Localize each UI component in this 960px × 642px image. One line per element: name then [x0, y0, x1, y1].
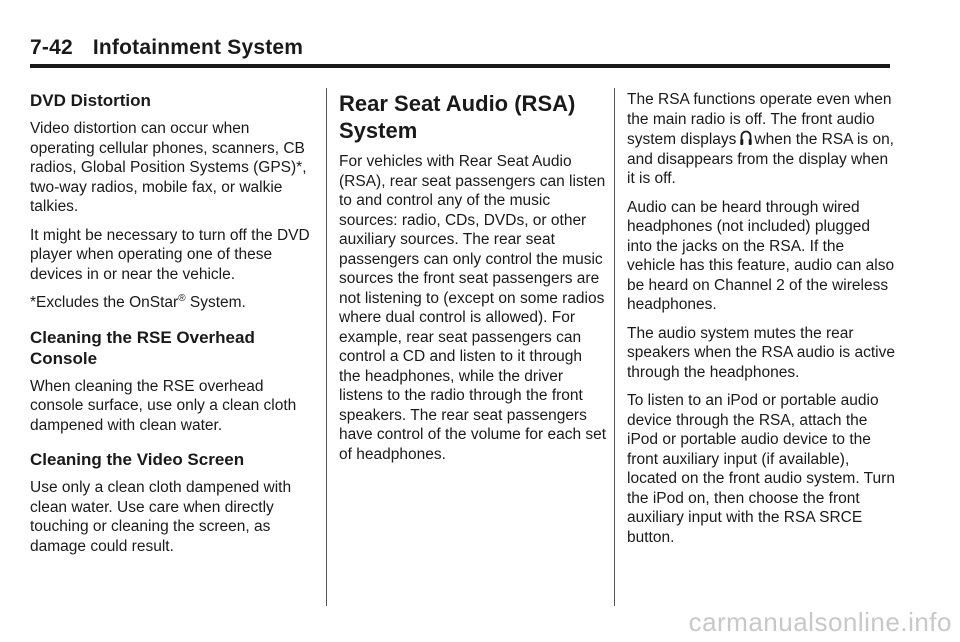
paragraph: For vehicles with Rear Seat Audio (RSA), rear seat passengers can listen to and control any of the music sources: radio, CDs, DVDs, or other auxiliary sources. The rear seat passengers can only control the music sources the front seat passengers are not listening to (except on some radios where dual control is allowed). For example, rear seat passengers can control a CD and listen to it through the headphones, while the driver listens to the radio through the front speakers. The rear seat passengers have control of the volume for each set of headphones.	[339, 153, 607, 463]
heading-dvd-distortion: DVD Distortion	[30, 91, 151, 110]
paragraph: To listen to an iPod or portable audio device through the RSA, attach the iPod or portable audio device to the front auxiliary input (if available), located on the front audio system. Turn the iPod on, then choose the front auxiliary input with the RSA SRCE button.	[627, 392, 895, 546]
footnote-text: System.	[185, 294, 246, 311]
column-middle	[339, 90, 607, 473]
paragraph-text: The RSA functions operate even when the main radio is off. The front audio system displays	[627, 91, 892, 148]
column-right	[627, 90, 895, 556]
paragraph: Use only a clean cloth dampened with clean water. Use care when directly touching or cleaning the screen, as damage could result.	[30, 479, 292, 555]
paragraph: Video distortion can occur when operating cellular phones, scanners, CB radios, Global Position Systems (GPS)*, two-way radios, mobile fax, or walkie talkies.	[30, 120, 307, 215]
paragraph: The audio system mutes the rear speakers when the RSA audio is active through the headphones.	[627, 324, 895, 381]
heading-cleaning-screen: Cleaning the Video Screen	[30, 450, 245, 469]
header-rule	[30, 64, 890, 68]
heading-rsa-system: Rear Seat Audio (RSA) System	[339, 91, 576, 143]
paragraph: Audio can be heard through wired headphones (not included) plugged into the jacks on the RSA. If the vehicle has this feature, audio can also be heard on Channel 2 of the wireless headphones.	[627, 198, 895, 313]
headphones-icon	[740, 129, 752, 147]
watermark: carmanualsonline.info	[688, 607, 952, 637]
section-title: Infotainment System	[92, 36, 304, 59]
paragraph	[627, 90, 895, 189]
paragraph: When cleaning the RSE overhead console surface, use only a clean cloth dampened with clean water.	[30, 377, 297, 434]
registered-mark: ®	[178, 292, 186, 304]
footnote	[30, 293, 315, 313]
page-header	[30, 36, 890, 60]
paragraph: It might be necessary to turn off the DVD player when operating one of these devices in or near the vehicle.	[30, 226, 310, 283]
paragraph-text: when the RSA is on, and disappears from the display when it is off.	[627, 131, 894, 187]
footnote-text: *Excludes the OnStar	[30, 294, 179, 311]
column-left	[30, 90, 315, 565]
column-divider	[614, 88, 615, 606]
column-divider	[326, 88, 327, 606]
heading-cleaning-console: Cleaning the RSE Overhead Console	[30, 327, 255, 368]
page-number: 7-42	[30, 36, 73, 59]
